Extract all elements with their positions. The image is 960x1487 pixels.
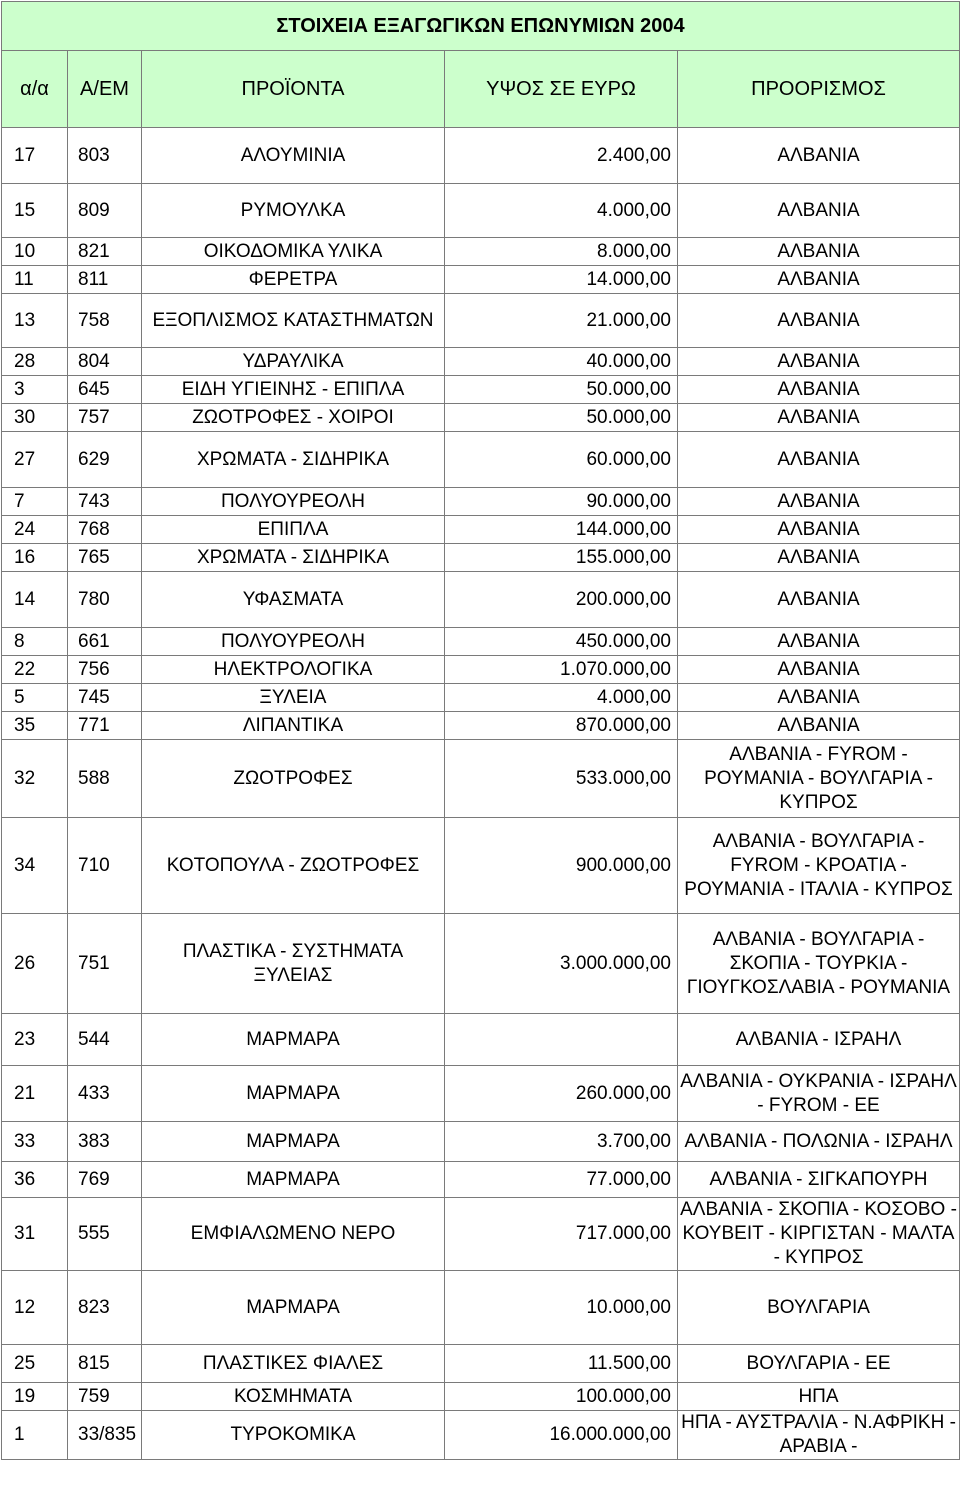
row-aem: 555 — [68, 1198, 142, 1271]
table-row — [2, 1162, 960, 1198]
row-value: 4.000,00 — [445, 184, 678, 238]
table-row — [2, 740, 960, 818]
row-aa: 21 — [2, 1066, 68, 1122]
row-aa: 10 — [2, 238, 68, 266]
table-row — [2, 572, 960, 628]
row-destination: ΑΛΒΑΝΙΑ — [678, 376, 960, 404]
row-aa: 35 — [2, 712, 68, 740]
row-aa: 3 — [2, 376, 68, 404]
row-product: ΠΟΛΥΟΥΡΕΟΛΗ — [142, 488, 445, 516]
row-product: ΚΟΣΜΗΜΑΤΑ — [142, 1383, 445, 1411]
table-row — [2, 1066, 960, 1122]
row-aa: 1 — [2, 1411, 68, 1460]
table-row — [2, 914, 960, 1014]
row-destination: ΑΛΒΑΝΙΑ — [678, 684, 960, 712]
row-product: ΕΠΙΠΛΑ — [142, 516, 445, 544]
row-value: 900.000,00 — [445, 818, 678, 914]
row-aa: 30 — [2, 404, 68, 432]
row-value: 50.000,00 — [445, 376, 678, 404]
row-aa: 33 — [2, 1122, 68, 1162]
row-product: ΠΛΑΣΤΙΚΕΣ ΦΙΑΛΕΣ — [142, 1345, 445, 1383]
row-destination: ΑΛΒΑΝΙΑ - FYROM - ΡΟΥΜΑΝΙΑ - ΒΟΥΛΓΑΡΙΑ - ΚΥΠΡΟΣ — [678, 740, 960, 818]
row-product: ΕΜΦΙΑΛΩΜΕΝΟ ΝΕΡΟ — [142, 1198, 445, 1271]
header-aem: Α/ΕΜ — [68, 51, 142, 128]
row-product: ΜΑΡΜΑΡΑ — [142, 1014, 445, 1066]
table-row — [2, 712, 960, 740]
table-row — [2, 1122, 960, 1162]
row-aem: 757 — [68, 404, 142, 432]
row-value: 450.000,00 — [445, 628, 678, 656]
row-product: ΥΔΡΑΥΛΙΚΑ — [142, 348, 445, 376]
row-aem: 780 — [68, 572, 142, 628]
row-product: ΞΥΛΕΙΑ — [142, 684, 445, 712]
table-row — [2, 238, 960, 266]
header-value: ΥΨΟΣ ΣΕ ΕΥΡΩ — [445, 51, 678, 128]
exports-table — [1, 1, 960, 1460]
table-row — [2, 656, 960, 684]
row-product: ΟΙΚΟΔΟΜΙΚΑ ΥΛΙΚΑ — [142, 238, 445, 266]
header-products: ΠΡΟΪΟΝΤΑ — [142, 51, 445, 128]
row-aa: 5 — [2, 684, 68, 712]
row-product: ΗΛΕΚΤΡΟΛΟΓΙΚΑ — [142, 656, 445, 684]
row-aa: 34 — [2, 818, 68, 914]
row-aem: 433 — [68, 1066, 142, 1122]
row-value: 90.000,00 — [445, 488, 678, 516]
row-aa: 14 — [2, 572, 68, 628]
row-aa: 36 — [2, 1162, 68, 1198]
row-aem: 544 — [68, 1014, 142, 1066]
row-product: ΠΛΑΣΤΙΚΑ - ΣΥΣΤΗΜΑΤΑ ΞΥΛΕΙΑΣ — [142, 914, 445, 1014]
table-row — [2, 266, 960, 294]
table-row — [2, 404, 960, 432]
row-product: ΡΥΜΟΥΛΚΑ — [142, 184, 445, 238]
row-aem: 588 — [68, 740, 142, 818]
row-product: ΕΙΔΗ ΥΓΙΕΙΝΗΣ - ΕΠΙΠΛΑ — [142, 376, 445, 404]
row-aa: 19 — [2, 1383, 68, 1411]
row-aem: 823 — [68, 1271, 142, 1345]
row-product: ΠΟΛΥΟΥΡΕΟΛΗ — [142, 628, 445, 656]
row-product: ΖΩΟΤΡΟΦΕΣ - ΧΟΙΡΟΙ — [142, 404, 445, 432]
row-destination: ΑΛΒΑΝΙΑ — [678, 184, 960, 238]
row-aem: 745 — [68, 684, 142, 712]
row-destination: ΑΛΒΑΝΙΑ — [678, 348, 960, 376]
row-aem: 821 — [68, 238, 142, 266]
row-aa: 27 — [2, 432, 68, 488]
row-aem: 710 — [68, 818, 142, 914]
row-aa: 8 — [2, 628, 68, 656]
row-value: 4.000,00 — [445, 684, 678, 712]
row-destination: ΑΛΒΑΝΙΑ — [678, 404, 960, 432]
row-value: 144.000,00 — [445, 516, 678, 544]
row-destination: ΑΛΒΑΝΙΑ - ΣΚΟΠΙΑ - ΚΟΣΟΒΟ - ΚΟΥΒΕΙΤ - ΚΙΡΓΙΣΤΑΝ - ΜΑΛΤΑ - ΚΥΠΡΟΣ — [678, 1198, 960, 1271]
row-aem: 759 — [68, 1383, 142, 1411]
row-product: ΧΡΩΜΑΤΑ - ΣΙΔΗΡΙΚΑ — [142, 544, 445, 572]
row-value: 100.000,00 — [445, 1383, 678, 1411]
row-aem: 33/835 — [68, 1411, 142, 1460]
row-value: 2.400,00 — [445, 128, 678, 184]
row-aa: 7 — [2, 488, 68, 516]
row-destination: ΑΛΒΑΝΙΑ — [678, 628, 960, 656]
row-value: 14.000,00 — [445, 266, 678, 294]
table-row — [2, 184, 960, 238]
row-product: ΜΑΡΜΑΡΑ — [142, 1162, 445, 1198]
row-product: ΦΕΡΕΤΡΑ — [142, 266, 445, 294]
table-row — [2, 544, 960, 572]
row-product: ΧΡΩΜΑΤΑ - ΣΙΔΗΡΙΚΑ — [142, 432, 445, 488]
row-destination: ΑΛΒΑΝΙΑ — [678, 294, 960, 348]
row-destination: ΑΛΒΑΝΙΑ - ΙΣΡΑΗΛ — [678, 1014, 960, 1066]
table-row — [2, 1198, 960, 1271]
row-destination: ΑΛΒΑΝΙΑ — [678, 656, 960, 684]
row-destination: ΑΛΒΑΝΙΑ — [678, 488, 960, 516]
table-row — [2, 488, 960, 516]
row-aa: 13 — [2, 294, 68, 348]
table-body — [2, 128, 960, 1460]
row-value: 870.000,00 — [445, 712, 678, 740]
row-value: 200.000,00 — [445, 572, 678, 628]
row-aem: 771 — [68, 712, 142, 740]
row-aa: 26 — [2, 914, 68, 1014]
row-value: 40.000,00 — [445, 348, 678, 376]
row-destination: ΑΛΒΑΝΙΑ — [678, 432, 960, 488]
row-destination: ΑΛΒΑΝΙΑ - ΒΟΥΛΓΑΡΙΑ - FYROM - ΚΡΟΑΤΙΑ - ΡΟΥΜΑΝΙΑ - ΙΤΑΛΙΑ - ΚΥΠΡΟΣ — [678, 818, 960, 914]
row-value: 77.000,00 — [445, 1162, 678, 1198]
row-aa: 16 — [2, 544, 68, 572]
row-aa: 25 — [2, 1345, 68, 1383]
row-product: ΜΑΡΜΑΡΑ — [142, 1122, 445, 1162]
row-product: ΜΑΡΜΑΡΑ — [142, 1271, 445, 1345]
row-destination: ΑΛΒΑΝΙΑ — [678, 238, 960, 266]
row-value: 50.000,00 — [445, 404, 678, 432]
row-aem: 629 — [68, 432, 142, 488]
row-aa: 31 — [2, 1198, 68, 1271]
table-row — [2, 516, 960, 544]
row-aa: 12 — [2, 1271, 68, 1345]
row-product: ΑΛΟΥΜΙΝΙΑ — [142, 128, 445, 184]
table-row — [2, 628, 960, 656]
table-row — [2, 1411, 960, 1460]
row-aem: 751 — [68, 914, 142, 1014]
row-aa: 11 — [2, 266, 68, 294]
row-value: 10.000,00 — [445, 1271, 678, 1345]
table-row — [2, 348, 960, 376]
table-row — [2, 376, 960, 404]
row-value: 260.000,00 — [445, 1066, 678, 1122]
row-value: 16.000.000,00 — [445, 1411, 678, 1460]
row-product: ΛΙΠΑΝΤΙΚΑ — [142, 712, 445, 740]
row-aa: 22 — [2, 656, 68, 684]
row-product: ΜΑΡΜΑΡΑ — [142, 1066, 445, 1122]
row-value: 60.000,00 — [445, 432, 678, 488]
row-value: 21.000,00 — [445, 294, 678, 348]
header-destination: ΠΡΟΟΡΙΣΜΟΣ — [678, 51, 960, 128]
row-destination: ΑΛΒΑΝΙΑ — [678, 544, 960, 572]
row-aem: 811 — [68, 266, 142, 294]
table-row — [2, 1383, 960, 1411]
row-value: 533.000,00 — [445, 740, 678, 818]
row-value: 717.000,00 — [445, 1198, 678, 1271]
row-destination: ΑΛΒΑΝΙΑ - ΒΟΥΛΓΑΡΙΑ - ΣΚΟΠΙΑ - ΤΟΥΡΚΙΑ - ΓΙΟΥΓΚΟΣΛΑΒΙΑ - ΡΟΥΜΑΝΙΑ — [678, 914, 960, 1014]
row-aem: 756 — [68, 656, 142, 684]
row-value: 8.000,00 — [445, 238, 678, 266]
row-value — [445, 1014, 678, 1066]
row-aem: 804 — [68, 348, 142, 376]
row-destination: ΑΛΒΑΝΙΑ — [678, 266, 960, 294]
row-aem: 758 — [68, 294, 142, 348]
table-title: ΣΤΟΙΧΕΙΑ ΕΞΑΓΩΓΙΚΩΝ ΕΠΩΝΥΜΙΩΝ 2004 — [2, 2, 960, 51]
row-aem: 803 — [68, 128, 142, 184]
row-aem: 661 — [68, 628, 142, 656]
row-destination: ΗΠΑ — [678, 1383, 960, 1411]
row-aem: 743 — [68, 488, 142, 516]
table-row — [2, 294, 960, 348]
table-row — [2, 1271, 960, 1345]
row-product: ΖΩΟΤΡΟΦΕΣ — [142, 740, 445, 818]
row-destination: ΒΟΥΛΓΑΡΙΑ - ΕΕ — [678, 1345, 960, 1383]
row-aa: 32 — [2, 740, 68, 818]
row-product: ΥΦΑΣΜΑΤΑ — [142, 572, 445, 628]
row-value: 155.000,00 — [445, 544, 678, 572]
row-aa: 15 — [2, 184, 68, 238]
row-product: ΕΞΟΠΛΙΣΜΟΣ ΚΑΤΑΣΤΗΜΑΤΩΝ — [142, 294, 445, 348]
row-value: 3.700,00 — [445, 1122, 678, 1162]
table-row — [2, 432, 960, 488]
row-destination: ΒΟΥΛΓΑΡΙΑ — [678, 1271, 960, 1345]
row-product: ΤΥΡΟΚΟΜΙΚΑ — [142, 1411, 445, 1460]
row-destination: ΑΛΒΑΝΙΑ — [678, 128, 960, 184]
row-aem: 645 — [68, 376, 142, 404]
row-value: 3.000.000,00 — [445, 914, 678, 1014]
row-destination: ΑΛΒΑΝΙΑ - ΣΙΓΚΑΠΟΥΡΗ — [678, 1162, 960, 1198]
row-aem: 765 — [68, 544, 142, 572]
row-aa: 17 — [2, 128, 68, 184]
row-aa: 23 — [2, 1014, 68, 1066]
row-destination: ΑΛΒΑΝΙΑ — [678, 516, 960, 544]
row-destination: ΑΛΒΑΝΙΑ — [678, 712, 960, 740]
table-row — [2, 818, 960, 914]
row-aem: 809 — [68, 184, 142, 238]
row-aem: 815 — [68, 1345, 142, 1383]
header-row — [2, 51, 960, 128]
row-value: 1.070.000,00 — [445, 656, 678, 684]
row-destination: ΗΠΑ - ΑΥΣΤΡΑΛΙΑ - Ν.ΑΦΡΙΚΗ - ΑΡΑΒΙΑ - — [678, 1411, 960, 1460]
table-row — [2, 1345, 960, 1383]
row-value: 11.500,00 — [445, 1345, 678, 1383]
row-destination: ΑΛΒΑΝΙΑ — [678, 572, 960, 628]
row-destination: ΑΛΒΑΝΙΑ - ΟΥΚΡΑΝΙΑ - ΙΣΡΑΗΛ - FYROM - ΕΕ — [678, 1066, 960, 1122]
row-aa: 28 — [2, 348, 68, 376]
row-aem: 769 — [68, 1162, 142, 1198]
table-row — [2, 128, 960, 184]
row-destination: ΑΛΒΑΝΙΑ - ΠΟΛΩΝΙΑ - ΙΣΡΑΗΛ — [678, 1122, 960, 1162]
row-aa: 24 — [2, 516, 68, 544]
row-aem: 768 — [68, 516, 142, 544]
table-row — [2, 1014, 960, 1066]
header-aa: α/α — [2, 51, 68, 128]
row-product: ΚΟΤΟΠΟΥΛΑ - ΖΩΟΤΡΟΦΕΣ — [142, 818, 445, 914]
table-row — [2, 684, 960, 712]
row-aem: 383 — [68, 1122, 142, 1162]
